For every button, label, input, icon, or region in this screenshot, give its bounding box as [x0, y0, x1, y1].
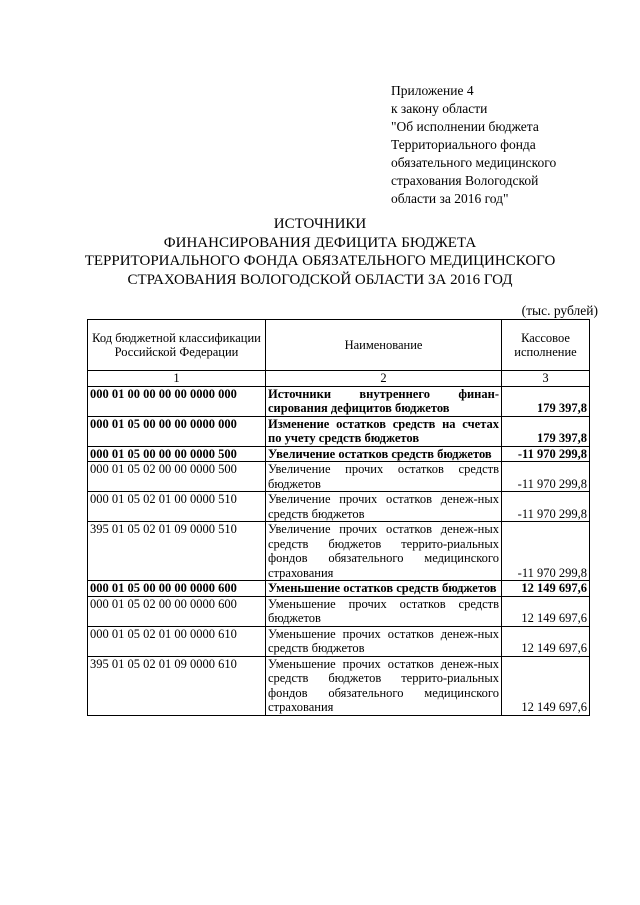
header-code: Код бюджетной классификации Российской Федерации [88, 320, 266, 371]
row-name: Увеличение прочих остатков денеж-ных средств бюджетов террито-риальных фондов обязательного медицинского страхования [266, 522, 502, 581]
row-code: 000 01 00 00 00 00 0000 000 [88, 386, 266, 416]
row-amount: 12 149 697,6 [502, 581, 590, 597]
row-name: Уменьшение прочих остатков денеж-ных средств бюджетов террито-риальных фондов обязательного медицинского страхования [266, 656, 502, 715]
row-code: 395 01 05 02 01 09 0000 610 [88, 656, 266, 715]
row-code: 395 01 05 02 01 09 0000 510 [88, 522, 266, 581]
row-amount: -11 970 299,8 [502, 446, 590, 462]
row-name: Уменьшение остатков средств бюджетов [266, 581, 502, 597]
annex-line: "Об исполнении бюджета [391, 119, 539, 134]
title-line: ФИНАНСИРОВАНИЯ ДЕФИЦИТА БЮДЖЕТА [163, 234, 477, 251]
header-amount: Кассовое исполнение [502, 320, 590, 371]
title-line: ИСТОЧНИКИ [273, 216, 367, 232]
table-row [88, 581, 590, 597]
row-name: Уменьшение прочих остатков средств бюджетов [266, 596, 502, 626]
row-amount: 12 149 697,6 [502, 626, 590, 656]
table-row [88, 462, 590, 492]
units-label: (тыс. рублей) [521, 303, 598, 318]
column-number: 2 [266, 371, 502, 387]
title-line: СТРАХОВАНИЯ ВОЛОГОДСКОЙ ОБЛАСТИ ЗА 2016 ГОД [127, 271, 513, 288]
sources-table [87, 319, 590, 716]
table-row [88, 596, 590, 626]
row-code: 000 01 05 02 01 00 0000 610 [88, 626, 266, 656]
row-name: Увеличение остатков средств бюджетов [266, 446, 502, 462]
column-number: 3 [502, 371, 590, 387]
table-row [88, 386, 590, 416]
row-amount: -11 970 299,8 [502, 462, 590, 492]
row-code: 000 01 05 02 01 00 0000 510 [88, 492, 266, 522]
row-amount: 179 397,8 [502, 416, 590, 446]
table-row [88, 656, 590, 715]
row-code: 000 01 05 00 00 00 0000 000 [88, 416, 266, 446]
annex-line: Приложение 4 [391, 83, 474, 98]
annex-line: Территориального фонда [391, 137, 536, 152]
table-row [88, 626, 590, 656]
row-code: 000 01 05 02 00 00 0000 500 [88, 462, 266, 492]
row-amount: -11 970 299,8 [502, 522, 590, 581]
annex-line: страхования Вологодской [391, 173, 539, 188]
row-name: Увеличение прочих остатков средств бюджетов [266, 462, 502, 492]
row-name: Увеличение прочих остатков денеж-ных средств бюджетов [266, 492, 502, 522]
header-row [88, 320, 590, 371]
row-name: Изменение остатков средств на счетах по учету средств бюджетов [266, 416, 502, 446]
row-amount: -11 970 299,8 [502, 492, 590, 522]
row-amount: 12 149 697,6 [502, 596, 590, 626]
table-row [88, 492, 590, 522]
column-number-row [88, 371, 590, 387]
column-number: 1 [88, 371, 266, 387]
annex-block [391, 82, 611, 208]
annex-line: области за 2016 год" [391, 191, 509, 206]
table-row [88, 522, 590, 581]
annex-line: к закону области [391, 101, 488, 116]
row-code: 000 01 05 00 00 00 0000 600 [88, 581, 266, 597]
annex-line: обязательного медицинского [391, 155, 557, 170]
header-name: Наименование [266, 320, 502, 371]
row-amount: 12 149 697,6 [502, 656, 590, 715]
table-row [88, 446, 590, 462]
document-title [60, 215, 580, 289]
title-line: ТЕРРИТОРИАЛЬНОГО ФОНДА ОБЯЗАТЕЛЬНОГО МЕДИЦИНСКОГО [84, 253, 556, 269]
row-name: Уменьшение прочих остатков денеж-ных средств бюджетов [266, 626, 502, 656]
row-name: Источники внутреннего финан-сирования дефицитов бюджетов [266, 386, 502, 416]
row-code: 000 01 05 00 00 00 0000 500 [88, 446, 266, 462]
row-code: 000 01 05 02 00 00 0000 600 [88, 596, 266, 626]
row-amount: 179 397,8 [502, 386, 590, 416]
table-row [88, 416, 590, 446]
